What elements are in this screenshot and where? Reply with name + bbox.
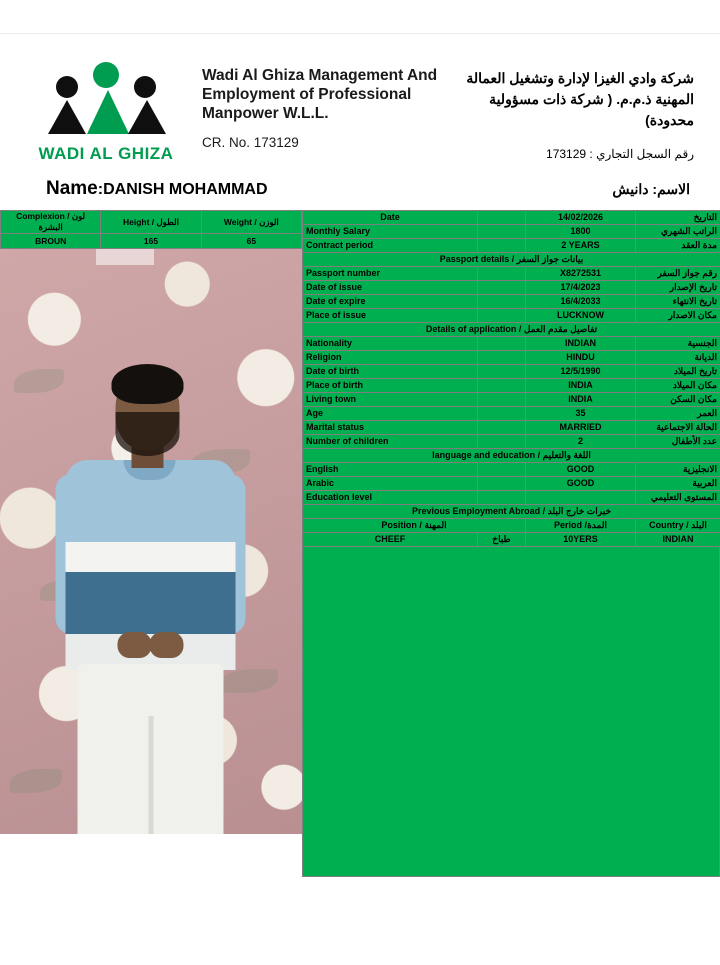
number-of-children-label-ar: عدد الأطفال bbox=[636, 435, 720, 449]
height-value: 165 bbox=[101, 234, 201, 249]
place-of-issue-value: LUCKNOW bbox=[526, 309, 636, 323]
english-label: English bbox=[303, 463, 478, 477]
table-row bbox=[303, 463, 720, 477]
number-of-children-spacer bbox=[478, 435, 526, 449]
date-of-expire-label-ar: تاريخ الانتهاء bbox=[636, 295, 720, 309]
right-column bbox=[302, 210, 720, 877]
cr-number-arabic: رقم السجل التجاري : 173129 bbox=[546, 147, 694, 161]
table-row bbox=[303, 337, 720, 351]
company-name-english bbox=[186, 56, 444, 150]
company-name-line-3: Manpower W.L.L. bbox=[202, 105, 329, 122]
name-label: Name bbox=[46, 178, 98, 199]
name-value: DANISH MOHAMMAD bbox=[103, 181, 268, 198]
passport-number-label: Passport number bbox=[303, 267, 478, 281]
number-of-children-value: 2 bbox=[526, 435, 636, 449]
date-label-ar: التاريخ bbox=[636, 211, 720, 225]
table-row bbox=[1, 211, 302, 234]
contract-period-label: Contract period bbox=[303, 239, 478, 253]
education-level-value bbox=[526, 491, 636, 505]
contract-period-label-ar: مدة العقد bbox=[636, 239, 720, 253]
language-section-title: language and education / اللغة والتعليم bbox=[303, 449, 720, 463]
date-of-expire-label: Date of expire bbox=[303, 295, 478, 309]
applicant-name-arabic: الاسم: دانيش bbox=[612, 181, 690, 197]
date-of-issue-value: 17/4/2023 bbox=[526, 281, 636, 295]
cr-number-english: CR. No. 173129 bbox=[202, 135, 299, 150]
physical-attributes-table bbox=[0, 210, 302, 249]
arabic-spacer bbox=[478, 477, 526, 491]
nationality-spacer bbox=[478, 337, 526, 351]
table-row bbox=[303, 239, 720, 253]
period-column-header: Period /المدة bbox=[526, 519, 636, 533]
table-row bbox=[303, 281, 720, 295]
height-header: Height / الطول bbox=[101, 211, 201, 234]
position-value-ar: طباخ bbox=[478, 533, 526, 547]
table-row bbox=[303, 421, 720, 435]
table-row bbox=[303, 435, 720, 449]
details-section-title: Details of application / تفاصيل مقدم العمل bbox=[303, 323, 720, 337]
date-of-expire-value: 16/4/2033 bbox=[526, 295, 636, 309]
living-town-spacer bbox=[478, 393, 526, 407]
complexion-header: Complexion / لون البشرة bbox=[1, 211, 101, 234]
date-of-birth-value: 12/5/1990 bbox=[526, 365, 636, 379]
place-of-birth-label-ar: مكان الميلاد bbox=[636, 379, 720, 393]
left-column bbox=[0, 210, 302, 934]
marital-status-label: Marital status bbox=[303, 421, 478, 435]
date-of-birth-spacer bbox=[478, 365, 526, 379]
monthly-salary-spacer bbox=[478, 225, 526, 239]
place-of-issue-label: Place of issue bbox=[303, 309, 478, 323]
arabic-label-ar: العربية bbox=[636, 477, 720, 491]
education-level-spacer bbox=[478, 491, 526, 505]
nationality-value: INDIAN bbox=[526, 337, 636, 351]
place-of-issue-label-ar: مكان الاصدار bbox=[636, 309, 720, 323]
age-value: 35 bbox=[526, 407, 636, 421]
monthly-salary-label-ar: الراتب الشهري bbox=[636, 225, 720, 239]
logo-wordmark: WADI AL GHIZA bbox=[38, 144, 174, 163]
date-of-issue-spacer bbox=[478, 281, 526, 295]
marital-status-label-ar: الحالة الاجتماعية bbox=[636, 421, 720, 435]
table-row bbox=[303, 393, 720, 407]
place-of-birth-spacer bbox=[478, 379, 526, 393]
living-town-label: Living town bbox=[303, 393, 478, 407]
living-town-label-ar: مكان السكن bbox=[636, 393, 720, 407]
table-row bbox=[303, 477, 720, 491]
english-spacer bbox=[478, 463, 526, 477]
passport-number-label-ar: رقم جواز السفر bbox=[636, 267, 720, 281]
table-row bbox=[303, 267, 720, 281]
previous-employment-section-title: Previous Employment Abroad / خبرات خارج البلد bbox=[303, 505, 720, 519]
document-header bbox=[0, 34, 720, 174]
religion-value: HINDU bbox=[526, 351, 636, 365]
applicant-photo bbox=[0, 249, 302, 834]
weight-header: Weight / الوزن bbox=[201, 211, 301, 234]
date-of-issue-label: Date of issue bbox=[303, 281, 478, 295]
table-row bbox=[303, 407, 720, 421]
logo-mark-icon bbox=[46, 60, 166, 138]
person-figure bbox=[44, 364, 259, 834]
table-row-previous-entry bbox=[303, 533, 720, 547]
monthly-salary-label: Monthly Salary bbox=[303, 225, 478, 239]
date-of-birth-label-ar: تاريخ الميلاد bbox=[636, 365, 720, 379]
monthly-salary-value: 1800 bbox=[526, 225, 636, 239]
position-value: CHEEF bbox=[303, 533, 478, 547]
english-value: GOOD bbox=[526, 463, 636, 477]
marital-status-value: MARRIED bbox=[526, 421, 636, 435]
date-label-en: Date bbox=[303, 211, 478, 225]
table-row bbox=[303, 225, 720, 239]
applicant-details-table bbox=[302, 210, 720, 547]
company-name-line-2: Employment of Professional bbox=[202, 86, 412, 103]
marital-status-spacer bbox=[478, 421, 526, 435]
age-label: Age bbox=[303, 407, 478, 421]
date-of-birth-label: Date of birth bbox=[303, 365, 478, 379]
date-value: 14/02/2026 bbox=[526, 211, 636, 225]
place-of-issue-spacer bbox=[478, 309, 526, 323]
company-name-ar-line-3: محدودة) bbox=[645, 112, 694, 128]
nationality-label-ar: الجنسية bbox=[636, 337, 720, 351]
section-header-passport bbox=[303, 253, 720, 267]
table-row-previous-header bbox=[303, 519, 720, 533]
date-of-issue-label-ar: تاريخ الإصدار bbox=[636, 281, 720, 295]
contract-period-spacer bbox=[478, 239, 526, 253]
age-spacer bbox=[478, 407, 526, 421]
table-row bbox=[303, 379, 720, 393]
table-row-date bbox=[303, 211, 720, 225]
passport-number-spacer bbox=[478, 267, 526, 281]
table-row bbox=[1, 234, 302, 249]
applicant-name-row bbox=[0, 174, 720, 210]
table-row bbox=[303, 295, 720, 309]
applicant-name-english bbox=[46, 178, 440, 200]
passport-section-title: Passport details / بيانات جواز السفر bbox=[303, 253, 720, 267]
section-header-previous-employment bbox=[303, 505, 720, 519]
religion-label-ar: الديانة bbox=[636, 351, 720, 365]
period-value: 10YERS bbox=[526, 533, 636, 547]
english-label-ar: الانجليزية bbox=[636, 463, 720, 477]
nationality-label: Nationality bbox=[303, 337, 478, 351]
company-name-arabic bbox=[444, 56, 694, 161]
date-of-expire-spacer bbox=[478, 295, 526, 309]
table-row bbox=[303, 365, 720, 379]
place-of-birth-label: Place of birth bbox=[303, 379, 478, 393]
religion-label: Religion bbox=[303, 351, 478, 365]
table-row bbox=[303, 351, 720, 365]
top-white-bar bbox=[0, 0, 720, 34]
table-empty-area bbox=[302, 547, 720, 877]
date-spacer bbox=[478, 211, 526, 225]
name-colon: : bbox=[97, 181, 104, 198]
living-town-value: INDIA bbox=[526, 393, 636, 407]
document-body bbox=[0, 210, 720, 934]
complexion-value: BROUN bbox=[1, 234, 101, 249]
country-value: INDIAN bbox=[636, 533, 720, 547]
arabic-label: Arabic bbox=[303, 477, 478, 491]
table-row bbox=[303, 491, 720, 505]
arabic-value: GOOD bbox=[526, 477, 636, 491]
education-level-label-ar: المستوى التعليمي bbox=[636, 491, 720, 505]
section-header-language bbox=[303, 449, 720, 463]
position-column-header: Position / المهنة bbox=[303, 519, 526, 533]
religion-spacer bbox=[478, 351, 526, 365]
company-logo bbox=[26, 56, 186, 164]
weight-value: 65 bbox=[201, 234, 301, 249]
place-of-birth-value: INDIA bbox=[526, 379, 636, 393]
number-of-children-label: Number of children bbox=[303, 435, 478, 449]
education-level-label: Education level bbox=[303, 491, 478, 505]
company-name-ar-line-2: المهنية ذ.م.م. ( شركة ذات مسؤولية bbox=[489, 91, 694, 107]
country-column-header: Country / البلد bbox=[636, 519, 720, 533]
company-name-ar-line-1: شركة وادي الغيزا لإدارة وتشغيل العمالة bbox=[466, 70, 694, 86]
contract-period-value: 2 YEARS bbox=[526, 239, 636, 253]
passport-number-value: X8272531 bbox=[526, 267, 636, 281]
table-row bbox=[303, 309, 720, 323]
section-header-details bbox=[303, 323, 720, 337]
left-bottom-whitespace bbox=[0, 834, 302, 934]
age-label-ar: العمر bbox=[636, 407, 720, 421]
company-name-line-1: Wadi Al Ghiza Management And bbox=[202, 67, 438, 84]
